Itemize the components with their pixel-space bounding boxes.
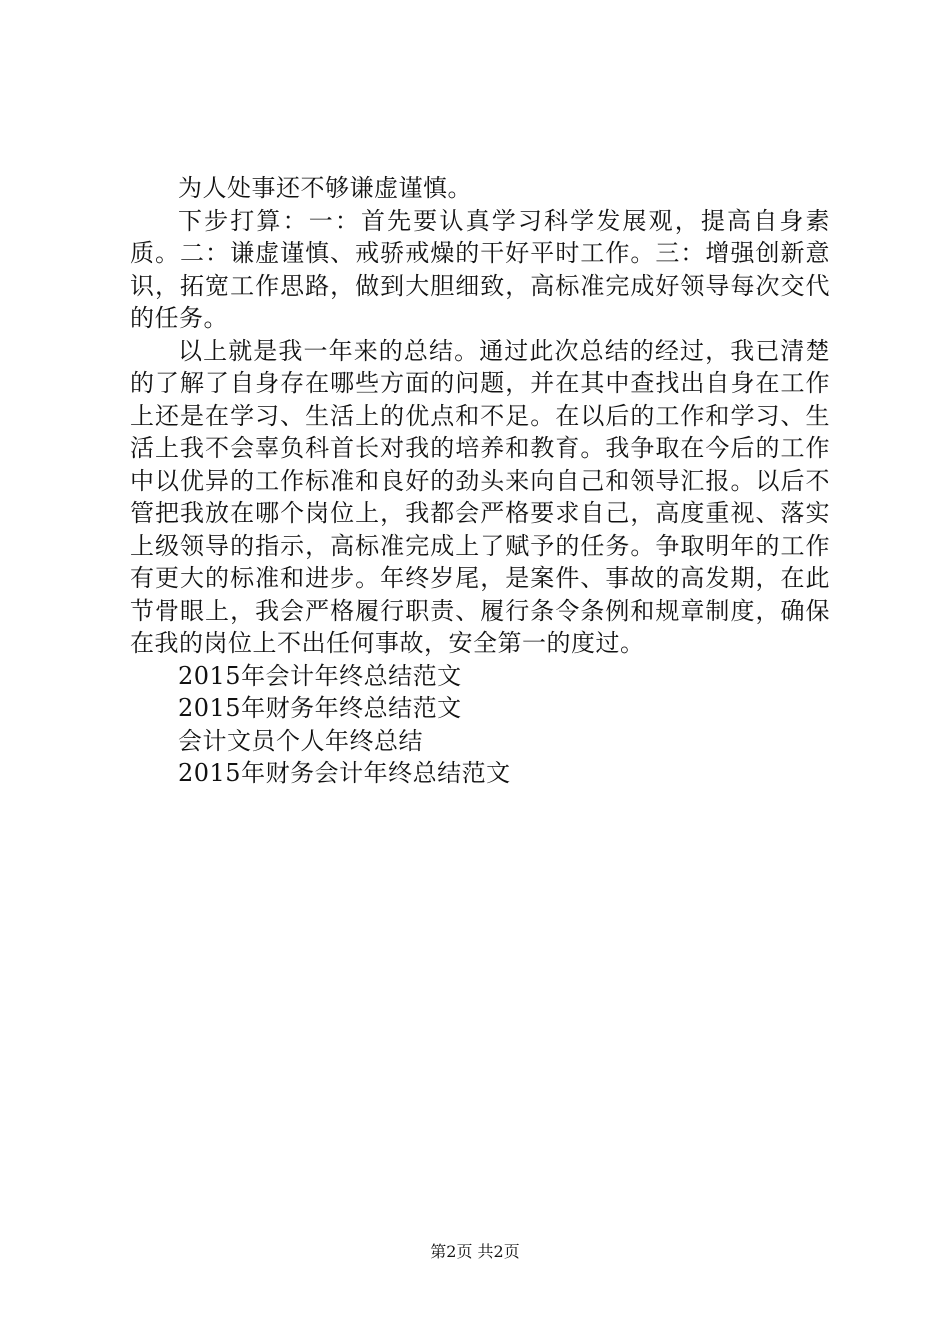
related-article-link[interactable]: 2015年会计年终总结范文 (178, 661, 462, 690)
paragraph: 以上就是我一年来的总结。通过此次总结的经过，我已清楚的了解了自身存在哪些方面的问题，并在其中查找出自身在工作上还是在学习、生活上的优点和不足。在以后的工作和学习、生活上我不会辜负科首长对我的培养和教育。我争取在今后的工作中以优异的工作标准和良好的劲头来向自己和领导汇报。以后不管把我放在哪个岗位上，我都会严格要求自己，高度重视、落实上级领导的指示，高标准完成上了赋予的任务。争取明年的工作有更大的标准和进步。年终岁尾，是案件、事故的高发期，在此节骨眼上，我会严格履行职责、履行条令条例和规章制度，确保在我的岗位上不出任何事故，安全第一的度过。 (130, 336, 830, 657)
page-number-footer: 第2页 共2页 (430, 1242, 520, 1261)
paragraph: 下步打算：一：首先要认真学习科学发展观，提高自身素质。二：谦虚谨慎、戒骄戒燥的干好平时工作。三：增强创新意识，拓宽工作思路，做到大胆细致，高标准完成好领导每次交代的任务。 (130, 206, 830, 332)
paragraph: 为人处事还不够谦虚谨慎。 (178, 174, 472, 202)
related-article-link[interactable]: 2015年财务会计年终总结范文 (178, 759, 511, 787)
document-body (130, 172, 830, 790)
related-article-link[interactable]: 会计文员个人年终总结 (178, 726, 423, 755)
related-article-link[interactable]: 2015年财务年终总结范文 (178, 694, 462, 722)
